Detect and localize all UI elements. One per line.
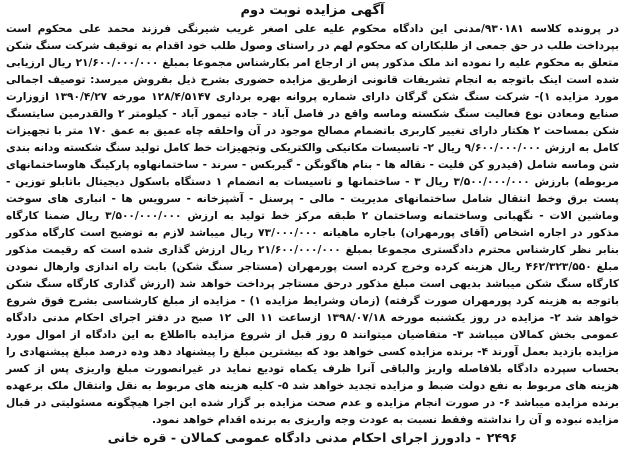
notice-title: آگهی مزایده نوبت دوم bbox=[240, 3, 385, 18]
auction-notice bbox=[4, 2, 621, 447]
notice-footer bbox=[4, 429, 621, 447]
notice-signature: - دادورز اجرای احکام مدنی دادگاه عمومی کمالان - قره خانی bbox=[107, 430, 481, 445]
notice-code: ۲۴۹۶ bbox=[486, 430, 518, 445]
notice-body: در پرونده کلاسه ۹۳۰۱۸۱/مدنی این دادگاه محکوم علیه علی اصغر غریب شیرنگی فرزند محمد علی محکوم است بپرداخت طلب در حق جمعی از طلبکاران که محکوم لهم در راستای وصول طلب خود اقدام به توقیف شرکت سنگ شکن متعلق به محکوم علیه را نموده اند ملک مذکور پس از ارجاع امر بکارشناس مجموعا بمبلغ ۲۱/۶۰۰/۰۰۰/۰۰۰ ریال ارزیابی شده است اینک باتوجه به انجام تشریفات قانونی ازطریق مزایده حضوری بشرح ذیل بفروش میرسد: توصیف اجمالی مورد مزایده ۱)- شرکت سنگ شکن گرگان دارای شماره پروانه بهره برداری ۱۲۸/۴/۵۱۴۷ مورخه ۱۳۹۰/۴/۲۷ ازوزارت صنایع ومعادن نوع فعالیت سنگ شکسته وماسه واقع در فاصل آباد - جاده تیمور آباد - کیلومتر ۲ والقدرمین سایتسنگ شکن بمساحت ۲ هکتار دارای تغییر کاربری باتضمام مصالح موجود در آن واحلقه چاه عمیق به عمق ۱۷۰ متر با تجهیزات کامل به ارزش ۹/۶۰۰/۰۰۰/۰۰۰ ریال ۲- تاسیسات مکانیکی والکتریکی وتجهیزات خط کامل تولید سنگ شکسته ودانه بندی شن وماسه شامل (فیدرو کن فلیت - نقاله ها - بنام هاگونگن - گیربکس - سرند - ساختمانهاوه پارکینگ هاوساختمانهای مربوطه) بارزش ۳/۵۰۰/۰۰۰/۰۰۰ ریال ۳ - ساختمانها و تاسیسات به انضمام ۱ دستگاه باسکول دیجیتال باتابلو توزین - پست برق وخط انتقال شامل ساختمانهای مدیریت - مالی - پرسنل - آشپزخانه - سرویس ها - انباری های سوخت وماشین الات - نگهبانی وساختمانه وساختمان ۲ طبقه مرکز خط تولید به ارزش ۳/۵۰۰/۰۰۰/۰۰۰ ریال ضمنا کارگاه مذکور در اجاره اشخاص (آقای پورمهران) باجاره ماهیانه ۷۳/۰۰۰/۰۰۰ ریال میباشد لازم به توضیح است کارگاه مذکور بنابر نظر کارشناس محترم دادگستری مجموعا بمبلغ ۲۱/۶۰۰/۰۰۰/۰۰۰ ریال ارزش گذاری شده است که رقیمت مذکور مبلغ ۴۶۲/۳۲۳/۵۵۰ ریال هزینه کرده وخرج کرده است پورمهران (مستاجر سنگ شکن) بابت راه اندازی وارهال نمودن کارگاه سنگ شکن میباشد بدیهی است مبلغ مذکور درحق مستاجر پرداخت خواهد شد (ارزش گذاری کارگاه سنگ شکن باتوجه به هزینه کرد پورمهران صورت گرفته) (زمان وشرایط مزایده ۱) - مزایده از مبلغ کارشناسی بشرح فوق شروع خواهد شد ۲- مزایده در روز یکشنبه مورخه ۱۳۹۸/۰۷/۱۸ ازساعت ۱۱ الی ۱۲ صبح در دفتر اجرای احکام مدنی دادگاه عمومی بخش کمالان میباشد ۳- متقاضیان میتوانند ۵ روز قبل از شروع مزایده بااطلاع به این دادگاه از اموال مورد مزایده بازدید بعمل آورند ۴- برنده مزایده کسی خواهد بود که بیشترین مبلغ را پیشنهاد دهد وده درصد مبلغ پیشنهادی را بحساب سپرده دادگاه بلافاصله واریز والباقی آنرا ظرف یکماه تودیع نماید در غیرانصورت مبلغ واریزی پس از کسر هزینه های مربوط به نفع دولت ضبط و مزایده تجدید خواهد شد ۵- کلیه هزینه های مربوط به نقل وانتقال ملک برعهده برنده مزایده میباشد ۶- در صورت انجام مزایده و عدم صحت مزایده بر گزار شده این اجرا هیچگونه مسئولیتی در قبال مزایده نبوده و آن را نداشته وفقط نسبت به عودت وجه واریزی به برنده اقدام خواهد نمود. bbox=[6, 23, 620, 426]
